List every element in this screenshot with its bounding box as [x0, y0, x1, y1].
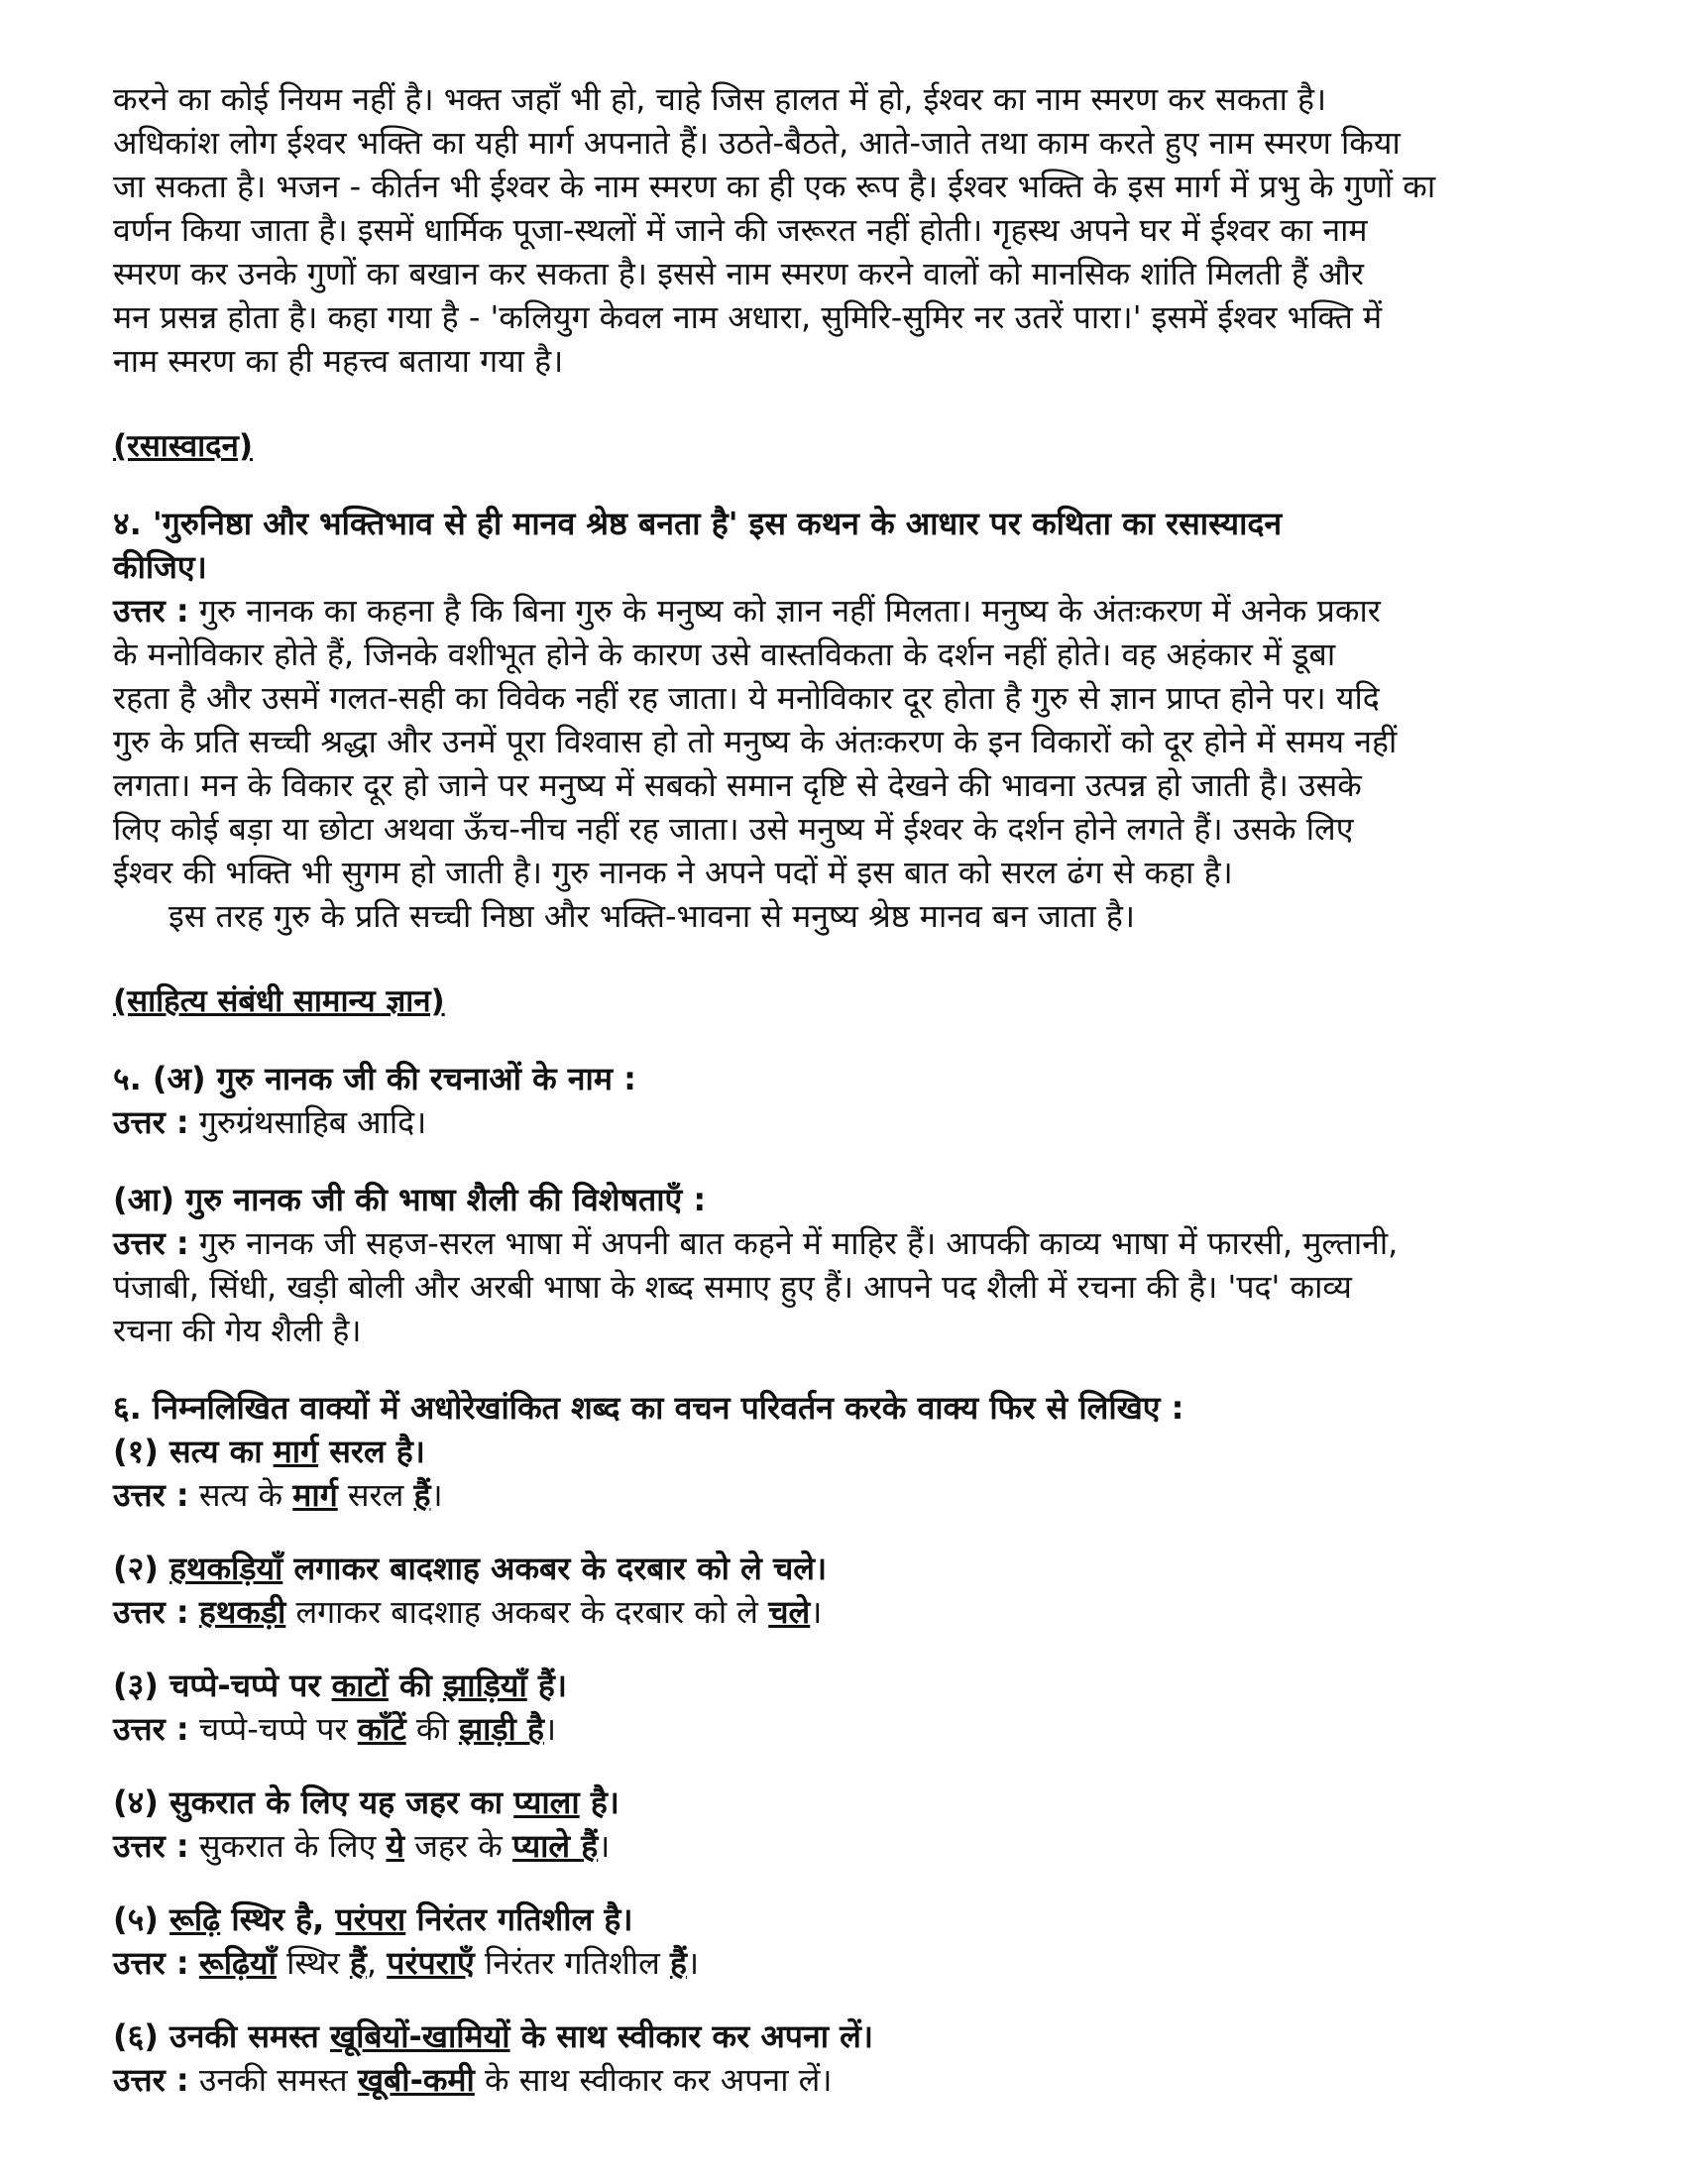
q6-item-3-answer: उत्तर : चप्पे-चप्पे पर काँटें की झाड़ी है।: [113, 1710, 557, 1748]
answer-4-line: गुरु के प्रति सच्ची श्रद्धा और उनमें पूरा विश्वास हो तो मनुष्य के अंतःकरण के इन विकारों को दूर होने में समय नहीं: [113, 723, 1398, 760]
q6-item-1-answer: उत्तर : सत्य के मार्ग सरल हैं।: [113, 1476, 443, 1514]
answer-4-line: रहता है और उसमें गलत-सही का विवेक नहीं रह जाता। ये मनोविकार दूर होता है गुरु से ज्ञान प्राप्त होने पर। यदि: [113, 679, 1380, 717]
question-6: [113, 1386, 1550, 2102]
answer-4-conclusion: इस तरह गुरु के प्रति सच्ची निष्ठा और भक्ति-भावना से मनुष्य श्रेष्ठ मानव बन जाता है।: [169, 897, 1136, 935]
q6-item-6-question: (६) उनकी समस्त खूबियों-खामियों के साथ स्वीकार कर अपना लें।: [113, 2017, 873, 2055]
q6-item-5-answer: उत्तर : रूढ़ियाँ स्थिर हैं, परंपराएँ निरंतर गतिशील हैं।: [113, 1944, 700, 1982]
answer-5b-line: उत्तर : गुरु नानक जी सहज-सरल भाषा में अपनी बात कहने में माहिर हैं। आपकी काव्य भाषा में फारसी, मुल्तानी,: [113, 1224, 1399, 1262]
q6-item-2-question: (२) हथकड़ियाँ लगाकर बादशाह अकबर के दरबार को ले चले।: [113, 1550, 828, 1587]
q6-item-4-answer: उत्तर : सुकरात के लिए ये जहर के प्याले हैं।: [113, 1827, 611, 1865]
intro-line: मन प्रसन्न होता है। कहा गया है - 'कलियुग केवल नाम अधारा, सुमिरि-सुमिर नर उतरें पारा।' इसमें ईश्वर भक्ति में: [113, 298, 1383, 336]
answer-label: उत्तर :: [113, 592, 189, 630]
answer-label: उत्तर :: [113, 1224, 189, 1262]
question-4-text-line: कीजिए।: [113, 548, 207, 586]
section-heading-rasaswadan: (रसास्वादन): [113, 428, 253, 464]
question-4: [113, 502, 1550, 938]
question-5a: [113, 1057, 1550, 1144]
question-4-text-line: ४. 'गुरुनिष्ठा और भक्तिभाव से ही मानव श्रेष्ठ बनता है' इस कथन के आधार पर कथिता का रसास्यादन: [113, 505, 1283, 542]
q6-item-3-question: (३) चप्पे-चप्पे पर काटों की झाड़ियाँ हैं।: [113, 1667, 568, 1704]
answer-label: उत्तर :: [113, 1593, 189, 1631]
section-heading-sahitya: (साहित्य संबंधी सामान्य ज्ञान): [113, 983, 445, 1019]
answer-label: उत्तर :: [113, 1103, 189, 1141]
q6-item-4-question: (४) सुकरात के लिए यह जहर का प्याला है।: [113, 1783, 619, 1821]
question-5a-text: ५. (अ) गुरु नानक जी की रचनाओं के नाम :: [113, 1060, 636, 1097]
intro-line: अधिकांश लोग ईश्वर भक्ति का यही मार्ग अपनाते हैं। उठते-बैठते, आते-जाते तथा काम करते हुए नाम स्मरण किया: [113, 124, 1401, 162]
q6-item-5-question: (५) रूढ़ि स्थिर है, परंपरा निरंतर गतिशील है।: [113, 1900, 633, 1938]
q6-item-2-answer: उत्तर : हथकड़ी लगाकर बादशाह अकबर के दरबार को ले चले।: [113, 1593, 823, 1631]
question-5b: [113, 1178, 1550, 1352]
intro-line: नाम स्मरण का ही महत्त्व बताया गया है।: [113, 342, 564, 380]
answer-5a: उत्तर : गुरुग्रंथसाहिब आदि।: [113, 1103, 427, 1141]
answer-4-line: ईश्वर की भक्ति भी सुगम हो जाती है। गुरु नानक ने अपने पदों में इस बात को सरल ढंग से कहा है।: [113, 854, 1233, 891]
intro-line: करने का कोई नियम नहीं है। भक्त जहाँ भी हो, चाहे जिस हालत में हो, ईश्वर का नाम स्मरण कर सकता है।: [113, 80, 1327, 118]
intro-line: जा सकता है। भजन - कीर्तन भी ईश्वर के नाम स्मरण का ही एक रूप है। ईश्वर भक्ति के इस मार्ग में प्रभु के गुणों का: [113, 168, 1436, 205]
q6-item-6-answer: उत्तर : उनकी समस्त खूबी-कमी के साथ स्वीकार कर अपना लें।: [113, 2061, 833, 2099]
answer-4-line: उत्तर : गुरु नानक का कहना है कि बिना गुरु के मनुष्य को ज्ञान नहीं मिलता। मनुष्य के अंतःकरण में अनेक प्रकार: [113, 592, 1381, 630]
answer-5b-line: पंजाबी, सिंधी, खड़ी बोली और अरबी भाषा के शब्द समाए हुए हैं। आपने पद शैली में रचना की है। 'पद' काव्य: [113, 1268, 1352, 1306]
intro-line: वर्णन किया जाता है। इसमें धार्मिक पूजा-स्थलों में जाने की जरूरत नहीं होती। गृहस्थ अपने घर में ईश्वर का नाम: [113, 211, 1368, 249]
answer-4-line: के मनोविकार होते हैं, जिनके वशीभूत होने के कारण उसे वास्तविकता के दर्शन नहीं होते। वह अहंकार में डूबा: [113, 635, 1336, 673]
answer-4-line: लगता। मन के विकार दूर हो जाने पर मनुष्य में सबको समान दृष्टि से देखने की भावना उत्पन्न हो जाती है। उसके: [113, 766, 1362, 804]
answer-label: उत्तर :: [113, 1944, 189, 1982]
answer-5b-line: रचना की गेय शैली है।: [113, 1312, 362, 1349]
question-6-text: ६. निम्नलिखित वाक्यों में अधोरेखांकित शब्द का वचन परिवर्तन करके वाक्य फिर से लिखिए :: [113, 1389, 1184, 1427]
answer-label: उत्तर :: [113, 1476, 189, 1514]
answer-label: उत्तर :: [113, 2061, 189, 2099]
q6-item-1-question: (१) सत्य का मार्ग सरल है।: [113, 1433, 425, 1470]
answer-4-line: लिए कोई बड़ा या छोटा अथवा ऊँच-नीच नहीं रह जाता। उसे मनुष्य में ईश्वर के दर्शन होने लगते हैं। उसके लिए: [113, 810, 1354, 848]
document-page: [113, 77, 1550, 2102]
intro-line: स्मरण कर उनके गुणों का बखान कर सकता है। इससे नाम स्मरण करने वालों को मानसिक शांति मिलती हैं और: [113, 255, 1364, 292]
answer-label: उत्तर :: [113, 1710, 189, 1748]
intro-paragraph: [113, 77, 1550, 383]
answer-label: उत्तर :: [113, 1827, 189, 1865]
question-5b-text: (आ) गुरु नानक जी की भाषा शैली की विशेषताएँ :: [113, 1181, 707, 1218]
